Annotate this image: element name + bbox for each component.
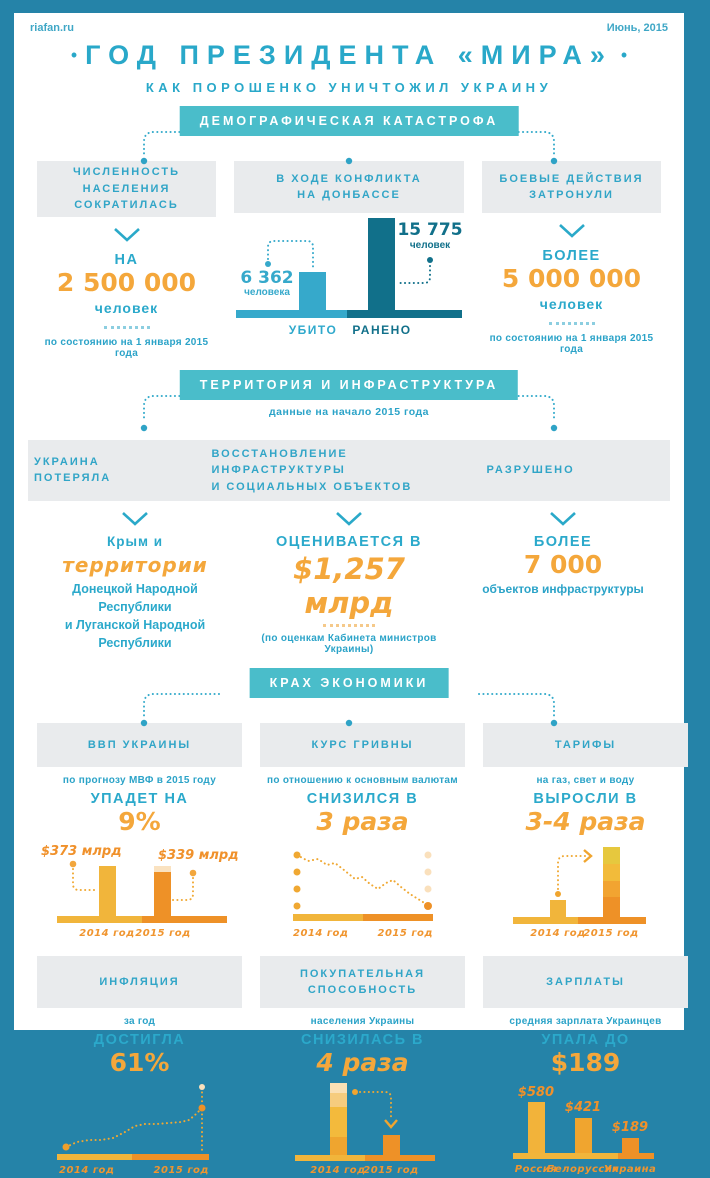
header-line: ИНФЛЯЦИЯ (99, 975, 180, 988)
lost-column (37, 526, 233, 655)
killed-value: 6 362 (240, 268, 294, 288)
gdp-2015-bar (154, 872, 171, 916)
destroyed-header (487, 446, 664, 496)
x-label-2014: 2014 год (310, 1165, 366, 1176)
baseline-left (513, 917, 578, 924)
x-label-2014: 2014 год (293, 928, 349, 939)
restoration-lead: ОЦЕНИВАЕТСЯ В (275, 534, 423, 550)
section-demography-header (14, 106, 684, 156)
dotted-divider (323, 624, 375, 627)
wounded-bar (368, 218, 395, 310)
header-line: КУРС ГРИВНЫ (311, 738, 414, 751)
header-line: НА ДОНБАССЕ (297, 189, 401, 201)
destroyed-column (465, 526, 661, 655)
salaries-lead: УПАЛА ДО (541, 1032, 630, 1048)
destroyed-value: 7 000 (523, 550, 603, 579)
wounded-unit: человек (409, 240, 451, 251)
x-label-2014: 2014 год (530, 928, 586, 939)
tariffs-chart (483, 839, 688, 943)
x-label-2015: 2015 год (377, 928, 433, 939)
header-line: РАЗРУШЕНО (486, 464, 575, 476)
baseline-right (363, 914, 433, 921)
hryvnia-trend-line (297, 855, 426, 904)
destroyed-unit: объектов инфраструктуры (482, 582, 644, 596)
section-economy-header (14, 668, 684, 718)
inflation-value: 61% (109, 1048, 170, 1077)
territory-header-band (28, 440, 670, 502)
tariffs-2015-bar (603, 847, 620, 917)
x-label-2015: 2015 год (363, 1165, 419, 1176)
header-line: ПОКУПАТЕЛЬНАЯ (299, 967, 426, 980)
dotted-divider (104, 326, 150, 329)
tariffs-2014-bar (550, 900, 566, 917)
killed-unit: человека (244, 287, 290, 298)
territory-chevrons (14, 501, 684, 526)
inflation-chart (37, 1080, 242, 1178)
gdp-chart (37, 839, 242, 943)
salaries-value: $189 (550, 1048, 621, 1077)
page-subtitle: КАК ПОРОШЕНКО УНИЧТОЖИЛ УКРАИНУ (145, 80, 553, 95)
salaries-header-box (483, 956, 688, 1008)
affected-lead: БОЛЕЕ (542, 248, 601, 264)
lost-line1: Крым и (106, 534, 164, 549)
economy-row2 (14, 951, 684, 1178)
header-line: ПОТЕРЯЛА (34, 472, 112, 485)
salaries-caption: средняя зарплата Украинцев (509, 1016, 662, 1027)
purchasing-chart (260, 1080, 465, 1178)
restoration-column (251, 526, 447, 655)
purchasing-caption: населения Украины (310, 1016, 415, 1027)
inflation-caption: за год (123, 1016, 156, 1027)
header-line: ВВП УКРАИНЫ (87, 738, 192, 751)
header-line: УКРАИНА (34, 455, 100, 468)
hryvnia-lead: СНИЗИЛСЯ В (306, 791, 419, 807)
gdp-value: 9% (118, 807, 161, 836)
demography-columns (14, 156, 684, 359)
chevron-down-icon (120, 511, 150, 526)
issue-date: Июнь, 2015 (606, 22, 668, 34)
hryvnia-chart (260, 839, 465, 943)
salary-russia-bar (528, 1102, 545, 1153)
territory-columns (14, 526, 684, 655)
title-bullet-left: • (70, 45, 78, 65)
tariffs-caption: на газ, свет и воду (536, 775, 635, 786)
baseline-left (513, 1153, 618, 1159)
gdp-2014-label: $373 млрд (41, 844, 122, 859)
x-label-2015: 2015 год (153, 1165, 209, 1176)
x-label-2014: 2014 год (79, 928, 135, 939)
gdp-2014-bar (99, 866, 116, 916)
baseline-left (295, 1155, 365, 1161)
header-line: В ХОДЕ КОНФЛИКТА (276, 172, 422, 185)
tariffs-value: 3-4 раза (525, 807, 646, 836)
purchasing-header-box (260, 956, 465, 1008)
header-line: И СОЦИАЛЬНЫХ ОБЪЕКТОВ (211, 480, 413, 493)
destroyed-lead: БОЛЕЕ (533, 534, 593, 550)
salaries-cell (483, 951, 688, 1178)
header-line: ЧИСЛЕННОСТЬ НАСЕЛЕНИЯ (72, 166, 181, 195)
header-line: СОКРАТИЛАСЬ (74, 199, 179, 211)
baseline-left (293, 914, 363, 921)
affected-column (482, 156, 661, 359)
salary-russia-label: $580 (517, 1085, 555, 1100)
arrow-down-icon (385, 1120, 397, 1127)
killed-label: УБИТО (288, 323, 338, 337)
chevron-down-icon (557, 223, 587, 238)
economy-row1 (14, 718, 684, 943)
hryvnia-value: 3 раза (316, 807, 409, 836)
hryvnia-caption: по отношению к основным валютам (267, 775, 458, 786)
header-line: ЗАТРОНУЛИ (529, 189, 614, 201)
section-title-band: ТЕРРИТОРИЯ И ИНФРАСТРУКТУРА (180, 370, 518, 400)
section-territory-header (14, 370, 684, 434)
title-bullet-right: • (620, 45, 628, 65)
header-line: ЗАРПЛАТЫ (546, 975, 625, 988)
gdp-cell (37, 718, 242, 943)
top-bar (14, 13, 684, 34)
baseline-left (57, 1154, 132, 1160)
salaries-chart (483, 1080, 688, 1178)
gdp-2015-bar-cap (154, 866, 171, 872)
purchasing-2015-bar (383, 1135, 400, 1155)
title-text: ГОД ПРЕЗИДЕНТА «МИРА» (85, 40, 613, 70)
lost-line3: и Луганской Народной Республики (64, 618, 206, 651)
inflation-trend-line (66, 1108, 202, 1147)
lost-line2: Донецкой Народной Республики (72, 582, 198, 615)
header-line: ТАРИФЫ (554, 738, 617, 751)
lost-header (34, 446, 211, 496)
salary-ukraine-label: $189 (611, 1120, 649, 1135)
section-title-band: ДЕМОГРАФИЧЕСКАЯ КАТАСТРОФА (180, 106, 519, 136)
x-label-russia: Россия (514, 1164, 558, 1175)
salary-belarus-bar (575, 1118, 592, 1153)
x-label-belarus: Белоруссия (546, 1164, 620, 1175)
x-label-2015: 2015 год (135, 928, 191, 939)
x-label-2014: 2014 год (59, 1165, 115, 1176)
header-line: ВОССТАНОВЛЕНИЕ ИНФРАСТРУКТУРЫ (211, 447, 348, 476)
baseline-right (142, 916, 227, 923)
salary-belarus-label: $421 (564, 1100, 602, 1115)
salary-ukraine-bar (622, 1138, 639, 1153)
inflation-cell (37, 951, 242, 1178)
population-value: 2 500 000 (56, 267, 197, 297)
gdp-lead: УПАДЕТ НА (90, 791, 189, 807)
section-caption: данные на начало 2015 года (268, 405, 430, 418)
baseline-right (132, 1154, 209, 1160)
gdp-caption: по прогнозу МВФ в 2015 году (62, 775, 217, 786)
section-title-band: КРАХ ЭКОНОМИКИ (250, 668, 449, 698)
baseline-left (236, 310, 347, 318)
population-caption: по состоянию на 1 января 2015 года (44, 336, 209, 359)
page-title (14, 40, 684, 71)
restoration-value: $1,257 млрд (293, 552, 405, 620)
baseline-right (618, 1153, 654, 1159)
inflation-lead: ДОСТИГЛА (93, 1032, 186, 1048)
hryvnia-cell (260, 718, 465, 943)
baseline-left (57, 916, 142, 923)
chevron-down-icon (334, 511, 364, 526)
wounded-label: РАНЕНО (352, 323, 412, 337)
purchasing-lead: СНИЗИЛАСЬ В (300, 1032, 425, 1048)
restoration-caption: (по оценкам Кабинета министров Украины) (261, 633, 437, 655)
lost-value: территории (62, 553, 208, 577)
poster-page (14, 13, 684, 1176)
restoration-header (211, 446, 486, 496)
dotted-divider (549, 322, 595, 325)
population-column (37, 156, 216, 359)
chevron-down-icon (548, 511, 578, 526)
header-line: БОЕВЫЕ ДЕЙСТВИЯ (499, 172, 644, 185)
wounded-value: 15 775 (397, 220, 463, 240)
casualties-column (234, 156, 464, 359)
population-unit: человек (94, 299, 159, 316)
affected-value: 5 000 000 (501, 264, 642, 293)
tariffs-cell (483, 718, 688, 943)
purchasing-cell (260, 951, 465, 1178)
affected-unit: человек (539, 296, 604, 312)
x-label-2015: 2015 год (583, 928, 639, 939)
population-lead: НА (114, 251, 139, 268)
header-line: СПОСОБНОСТЬ (307, 984, 418, 996)
baseline-right (347, 310, 462, 318)
gdp-2015-label: $339 млрд (158, 848, 239, 863)
inflation-header-box (37, 956, 242, 1008)
casualties-chart (234, 215, 464, 340)
purchasing-2014-bar (330, 1083, 347, 1155)
baseline-right (365, 1155, 435, 1161)
tariffs-lead: ВЫРОСЛИ В (533, 791, 638, 807)
baseline-right (578, 917, 646, 924)
affected-caption: по состоянию на 1 января 2015 года (489, 333, 654, 355)
x-label-ukraine: Украина (603, 1164, 657, 1175)
source-site: riafan.ru (30, 22, 75, 34)
chevron-down-icon (112, 227, 142, 242)
purchasing-value: 4 раза (316, 1048, 409, 1077)
killed-bar (299, 272, 326, 310)
